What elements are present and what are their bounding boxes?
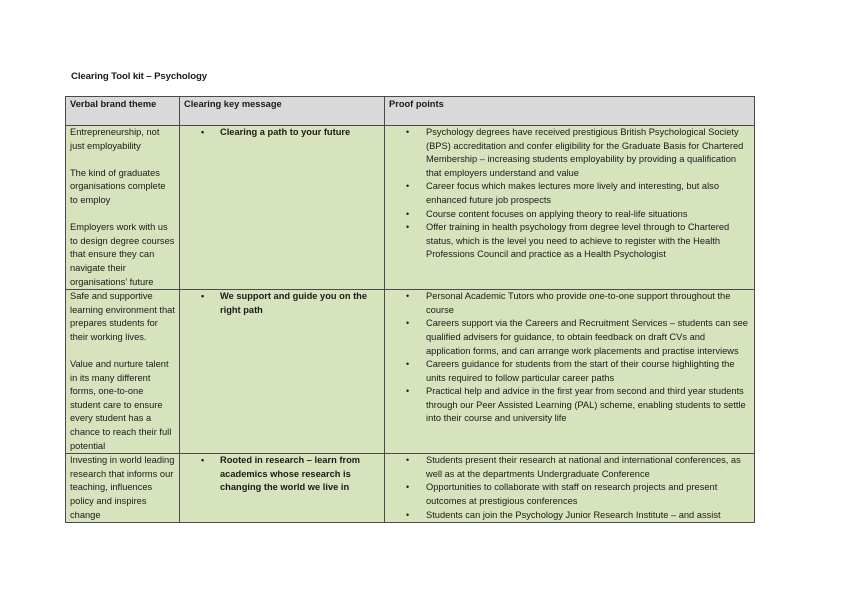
- proof-point-text: Students can join the Psychology Junior Research Institute – and assist: [426, 509, 721, 520]
- key-message-text: Rooted in research – learn from academics whose research is changing the world we live in: [220, 455, 361, 493]
- bullet-icon: •: [406, 482, 410, 493]
- bullet-icon: •: [201, 455, 205, 466]
- bullet-icon: •: [406, 222, 410, 233]
- proof-point-text: Practical help and advice in the first year from second and third year students through our Peer Assisted Learning (PAL) scheme, enabling students to settle into their course and university life: [426, 386, 746, 424]
- key-message-item: [184, 454, 380, 495]
- key-message-item: [184, 126, 380, 140]
- proof-point-text: Psychology degrees have received prestigious British Psychological Society (BPS) accreditation and confer eligibility for the Graduate Basis for Chartered Membership – increasing students employability by providing a qualification that employers understand and value: [426, 127, 744, 178]
- proof-points-cell: [385, 126, 755, 290]
- key-message-cell: [180, 126, 385, 290]
- proof-point-item: [389, 221, 750, 262]
- brand-theme-cell: [66, 126, 180, 290]
- header-row: [66, 97, 755, 126]
- key-message-item: [184, 290, 380, 317]
- header-verbal-brand-theme: Verbal brand theme: [66, 97, 180, 126]
- bullet-icon: •: [406, 318, 410, 329]
- proof-point-item: [389, 385, 750, 426]
- brand-theme-cell: [66, 290, 180, 454]
- key-message-text: Clearing a path to your future: [220, 127, 351, 137]
- proof-point-text: Opportunities to collaborate with staff on research projects and present outcomes at prestigious conferences: [426, 482, 718, 507]
- key-message-cell: [180, 290, 385, 454]
- bullet-icon: •: [201, 291, 205, 302]
- proof-point-text: Offer training in health psychology from degree level through to Chartered status, which is the level you need to achieve to register with the Health Professions Council and practice as a Health Psychologist: [426, 222, 730, 260]
- proof-point-item: [389, 317, 750, 358]
- brand-theme-text: Entrepreneurship, not just employability: [70, 127, 160, 151]
- header-clearing-key-message: Clearing key message: [180, 97, 385, 126]
- brand-theme-cell: [66, 454, 180, 523]
- brand-theme-text: Value and nurture talent in its many different forms, one-to-one student care to ensure every student has a chance to reach their full potential: [70, 359, 172, 451]
- brand-theme-text: Safe and supportive learning environment that prepares students for their working lives.: [70, 291, 175, 342]
- proof-point-text: Students present their research at national and international conferences, as well as at the departments Undergraduate Conference: [426, 455, 741, 479]
- bullet-icon: •: [406, 181, 410, 192]
- table-row: [66, 454, 755, 523]
- bullet-icon: •: [406, 208, 410, 219]
- proof-point-text: Careers guidance for students from the start of their course highlighting the units required to follow particular career paths: [426, 359, 735, 383]
- key-message-text: We support and guide you on the right path: [220, 291, 368, 315]
- proof-point-item: [389, 454, 750, 481]
- key-message-cell: [180, 454, 385, 523]
- table-row: [66, 290, 755, 454]
- proof-point-text: Personal Academic Tutors who provide one-to-one support throughout the course: [426, 291, 731, 315]
- proof-point-item: [389, 290, 750, 317]
- bullet-icon: •: [406, 291, 410, 302]
- table-row: [66, 126, 755, 290]
- bullet-icon: •: [406, 509, 410, 520]
- brand-theme-text: Employers work with us to design degree courses that ensure they can navigate their organisations’ future: [70, 222, 175, 287]
- clearing-toolkit-table: [65, 96, 755, 523]
- bullet-icon: •: [406, 386, 410, 397]
- bullet-icon: •: [406, 455, 410, 466]
- proof-point-text: Careers support via the Careers and Recruitment Services – students can see qualified advisers for guidance, to obtain feedback on draft CVs and application forms, and can arrange work placements and practise interviews: [426, 318, 748, 356]
- bullet-icon: •: [406, 359, 410, 370]
- bullet-icon: •: [406, 127, 410, 137]
- proof-point-item: [389, 358, 750, 385]
- proof-points-cell: [385, 290, 755, 454]
- brand-theme-text: The kind of graduates organisations complete to employ: [70, 167, 166, 205]
- proof-points-cell: [385, 454, 755, 523]
- proof-point-text: Course content focuses on applying theory to real-life situations: [426, 208, 688, 219]
- bullet-icon: •: [201, 127, 205, 137]
- proof-point-item: [389, 208, 750, 222]
- proof-point-item: [389, 180, 750, 207]
- brand-theme-text: Investing in world leading research that informs our teaching, influences policy and inspires change: [70, 455, 175, 520]
- proof-point-item: [389, 481, 750, 508]
- proof-point-text: Career focus which makes lectures more lively and interesting, but also enhanced future job prospects: [426, 181, 719, 205]
- proof-point-item: [389, 509, 750, 523]
- header-proof-points: Proof points: [385, 97, 755, 126]
- document-title: Clearing Tool kit – Psychology: [71, 71, 207, 82]
- proof-point-item: [389, 126, 750, 180]
